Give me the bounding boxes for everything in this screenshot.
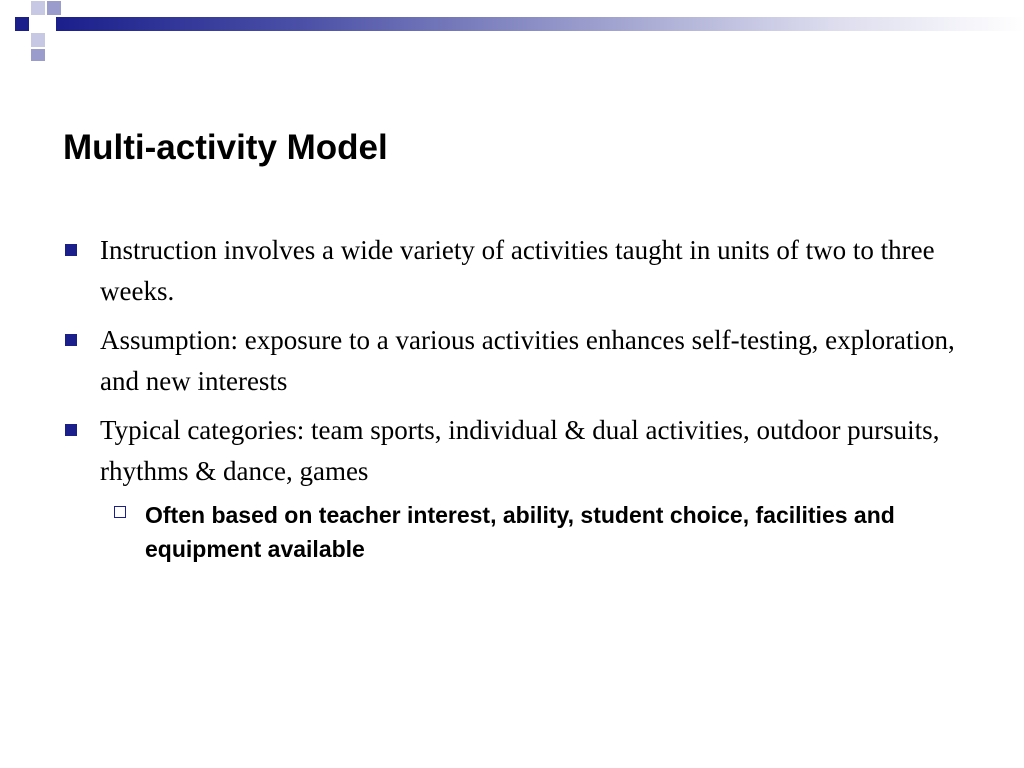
bullet-item: [63, 320, 963, 402]
square-bullet-icon: [65, 244, 77, 256]
decor-square-2: [31, 1, 45, 15]
hollow-square-bullet-icon: [114, 506, 126, 518]
header-gradient-bar: [56, 17, 1024, 31]
bullet-item: [63, 230, 963, 312]
decor-square-3: [47, 1, 61, 15]
decor-square-5: [31, 49, 45, 61]
square-bullet-icon: [65, 334, 77, 346]
bullet-text: Assumption: exposure to a various activities enhances self-testing, exploration, and new interests: [100, 325, 955, 396]
square-bullet-icon: [65, 424, 77, 436]
decor-square-4: [31, 33, 45, 47]
bullet-text: Instruction involves a wide variety of activities taught in units of two to three weeks.: [100, 235, 935, 306]
bullet-text: Typical categories: team sports, individual & dual activities, outdoor pursuits, rhythms & dance, games: [100, 415, 940, 486]
sub-bullet-item: [108, 498, 905, 566]
sub-bullet-text: Often based on teacher interest, ability, student choice, facilities and equipment available: [145, 502, 895, 562]
slide-title: Multi-activity Model: [63, 128, 388, 167]
bullet-list: [63, 230, 963, 566]
decor-square-1: [15, 17, 29, 31]
bullet-item: [63, 410, 963, 492]
